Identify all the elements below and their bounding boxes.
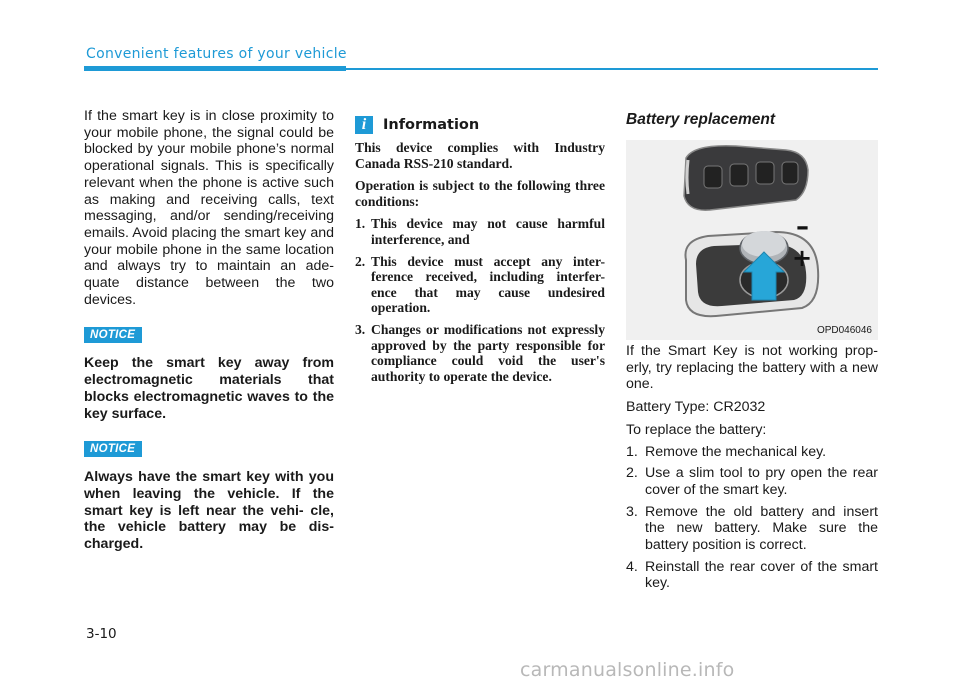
plus-sign: + <box>792 244 813 272</box>
notice-badge: NOTICE <box>84 441 142 457</box>
information-heading <box>355 116 605 134</box>
notice-badge: NOTICE <box>84 327 142 343</box>
battery-replacement-title: Battery replacement <box>626 111 776 128</box>
notice-block-2 <box>84 439 334 553</box>
battery-instructions <box>626 343 878 592</box>
figure-code: OPD046046 <box>816 325 872 336</box>
column-right <box>626 111 878 129</box>
smart-key-illustration <box>626 140 878 340</box>
notice-block-1 <box>84 325 334 422</box>
conditions-list <box>355 216 605 384</box>
section-header-title: Convenient features of your vehicle <box>86 46 347 62</box>
replacement-steps <box>626 444 878 593</box>
battery-type: Battery Type: CR2032 <box>626 399 766 416</box>
minus-sign: – <box>796 212 809 242</box>
page-number: 3-10 <box>86 626 117 642</box>
column-middle <box>355 116 605 384</box>
information-title: Information <box>383 117 480 133</box>
info-paragraph-2: Operation is subject to the following three conditions: <box>355 178 605 209</box>
notice-text-2: Always have the smart key with you when leaving the vehicle. If the smart key is left near the vehi- cle, the vehicle battery may be dis- charged. <box>84 469 334 553</box>
proximity-paragraph: If the smart key is in close proximity to your mobile phone, the signal could be blocked by your mobile phone’s normal operational signals. This is specifically relevant when the phone is active such as making and receiving calls, text messaging, and/or sending/receiving emails. Avoid placing the smart key and your mobile phone in the same location and always try to maintain an ade- quate distance between the two devices. <box>84 108 335 308</box>
info-paragraph-1: This device complies with Industry Canada RSS-210 standard. <box>355 140 605 171</box>
list-item: 1. Remove the mechanical key. <box>626 443 827 460</box>
info-icon: i <box>355 116 373 134</box>
list-item: 3. Remove the old battery and insert the new battery. Make sure the battery position is correct. <box>626 503 878 554</box>
header-rule-thick <box>84 66 346 71</box>
header-rule-thin <box>346 68 878 70</box>
battery-intro: If the Smart Key is not working prop- erly, try replacing the battery with a new one. <box>626 343 878 393</box>
watermark-link[interactable]: carmanualsonline.info <box>520 659 735 681</box>
list-item: 4. Reinstall the rear cover of the smart key. <box>626 558 878 592</box>
column-left <box>84 108 334 553</box>
list-item: 3. Changes or modifications not expressly approved by the party responsible for compliance could void the user's authority to operate the device. <box>355 321 605 384</box>
list-item: 1. This device may not cause harmful interference, and <box>355 216 605 247</box>
to-replace-label: To replace the battery: <box>626 421 767 438</box>
list-item: 2. Use a slim tool to pry open the rear cover of the smart key. <box>626 465 878 498</box>
list-item: 2. This device must accept any inter- ference received, including interfer- ence that may cause undesired operation. <box>355 253 605 316</box>
notice-text-1: Keep the smart key away from electromagnetic materials that blocks electromagnetic waves to the key surface. <box>84 355 334 422</box>
smart-key-battery-figure <box>626 140 878 340</box>
